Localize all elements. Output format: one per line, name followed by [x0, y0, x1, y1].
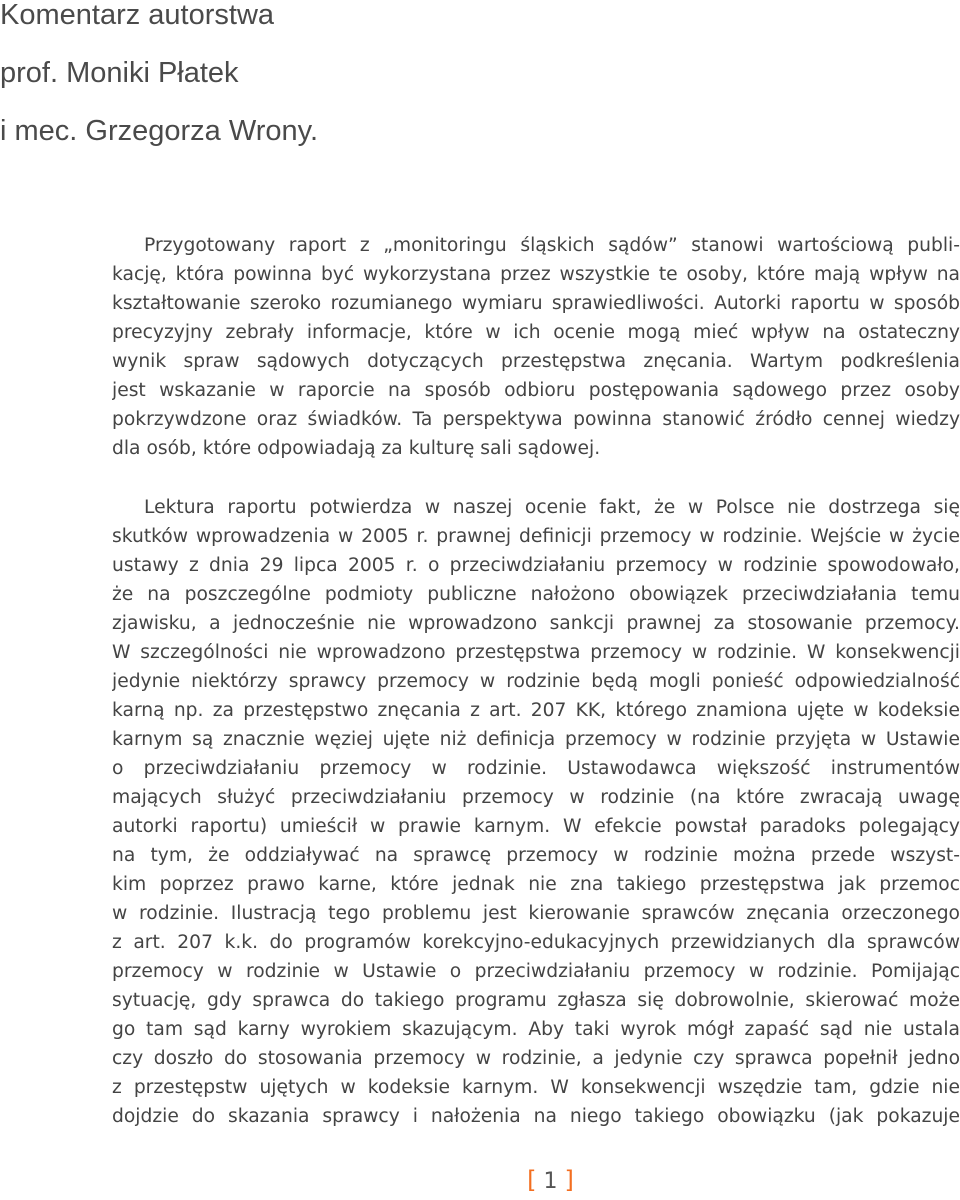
paragraph-line: Lektura raportu potwierdza w naszej ocenie fakt, że w Polsce nie dostrzega się [144, 497, 960, 518]
paragraph-line: karną np. za przestępstwo znęcania z art. 207 KK, którego znamiona ujęte w kodeksie [112, 700, 960, 721]
paragraph-line: czy doszło do stosowania przemocy w rodzinie, a jedynie czy sprawca popełnił jedno [112, 1048, 960, 1069]
page-number [0, 1162, 960, 1200]
paragraph-line: precyzyjny zebrały informacje, które w ich ocenie mogą mieć wpływ na ostateczny [112, 322, 960, 343]
paragraph-line: jest wskazanie w raporcie na sposób odbioru postępowania sądowego przez osoby [112, 380, 960, 401]
paragraph-line: przemocy w rodzinie w Ustawie o przeciwdziałaniu przemocy w rodzinie. Pomijając [112, 961, 960, 982]
document-title [0, 0, 900, 160]
page-number-close-bracket: ] [564, 1166, 574, 1194]
paragraph-line: dojdzie do skazania sprawcy i nałożenia na niego takiego obowiązku (jak pokazuje [112, 1106, 960, 1127]
paragraph-line: że na poszczególne podmioty publiczne nałożono obowiązek przeciwdziałania temu [112, 584, 960, 605]
paragraph-line: ustawy z dnia 29 lipca 2005 r. o przeciwdziałaniu przemocy w rodzinie spowodowało, [112, 555, 960, 576]
title-line-3: i mec. Grzegorza Wrony. [0, 115, 319, 147]
paragraph-line: z art. 207 k.k. do programów korekcyjno-edukacyjnych przewidzianych dla sprawców [112, 932, 960, 953]
paragraph-line: wynik spraw sądowych dotyczących przestępstwa znęcania. Wartym podkreślenia [112, 351, 960, 372]
paragraph-line: dla osób, które odpowiadają za kulturę sali sądowej. [112, 438, 601, 459]
paragraph-line: kształtowanie szeroko rozumianego wymiaru sprawiedliwości. Autorki raportu w sposób [112, 293, 960, 314]
paragraph-line: Przygotowany raport z „monitoringu śląskich sądów” stanowi wartościową publi- [144, 235, 960, 256]
paragraph-line: jedynie niektórzy sprawcy przemocy w rodzinie będą mogli ponieść odpowiedzialność [112, 671, 960, 692]
paragraph-line: W szczególności nie wprowadzono przestępstwa przemocy w rodzinie. W konsekwencji [112, 642, 960, 663]
paragraph-line: go tam sąd karny wyrokiem skazującym. Aby taki wyrok mógł zapaść sąd nie ustala [112, 1019, 960, 1040]
paragraph-line: zjawisku, a jednocześnie nie wprowadzono sankcji prawnej za stosowanie przemocy. [112, 613, 960, 634]
paragraph-1 [112, 231, 960, 463]
paragraph-2 [112, 493, 960, 1131]
page-number-value: 1 [543, 1169, 558, 1194]
paragraph-line: z przestępstw ujętych w kodeksie karnym. W konsekwencji wszędzie tam, gdzie nie [112, 1077, 960, 1098]
paragraph-line: mających służyć przeciwdziałaniu przemocy w rodzinie (na które zwracają uwagę [112, 787, 960, 808]
paragraph-line: na tym, że oddziaływać na sprawcę przemocy w rodzinie można przede wszyst- [112, 845, 960, 866]
paragraph-line: kim poprzez prawo karne, które jednak nie zna takiego przestępstwa jak przemoc [112, 874, 960, 895]
page-number-open-bracket: [ [527, 1166, 537, 1194]
title-line-1: Komentarz autorstwa [0, 0, 275, 31]
paragraph-line: skutków wprowadzenia w 2005 r. prawnej definicji przemocy w rodzinie. Wejście w życie [112, 526, 960, 547]
paragraph-line: w rodzinie. Ilustracją tego problemu jest kierowanie sprawców znęcania orzeczonego [112, 903, 960, 924]
body-text [112, 231, 960, 1131]
title-line-2: prof. Moniki Płatek [0, 57, 239, 89]
paragraph-line: karnym są znacznie węziej ujęte niż definicja przemocy w rodzinie przyjęta w Ustawie [112, 729, 960, 750]
paragraph-line: sytuację, gdy sprawca do takiego programu zgłasza się dobrowolnie, skierować może [112, 990, 960, 1011]
paragraph-line: autorki raportu) umieścił w prawie karnym. W efekcie powstał paradoks polegający [112, 816, 960, 837]
paragraph-line: kację, która powinna być wykorzystana przez wszystkie te osoby, które mają wpływ na [112, 264, 960, 285]
paragraph-line: pokrzywdzone oraz świadków. Ta perspektywa powinna stanowić źródło cennej wiedzy [112, 409, 960, 430]
paragraph-line: o przeciwdziałaniu przemocy w rodzinie. Ustawodawca większość instrumentów [112, 758, 960, 779]
